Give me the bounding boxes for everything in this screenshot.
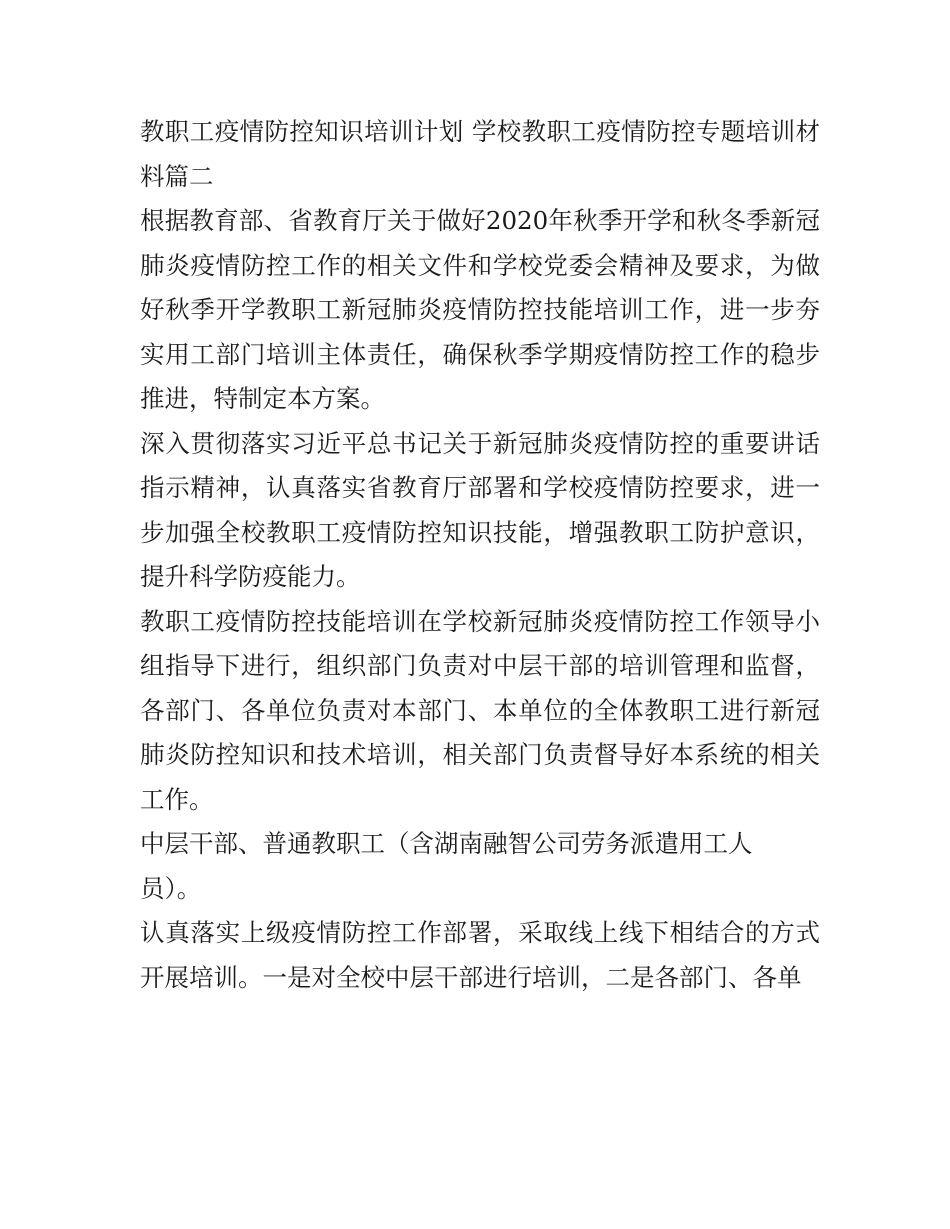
paragraph-guiding-idea: 深入贯彻落实习近平总书记关于新冠肺炎疫情防控的重要讲话指示精神，认真落实省教育厅部署和学校疫情防控要求，进一步加强全校教职工疫情防控知识技能，增强教职工防护意识，提升科学防疫能力。 bbox=[140, 428, 820, 591]
document-title: 教职工疫情防控知识培训计划 学校教职工疫情防控专题培训材料篇二 bbox=[140, 117, 820, 191]
paragraph-participants: 中层干部、普通教职工（含湖南融智公司劳务派遣用工人员）。 bbox=[140, 829, 753, 903]
document-body bbox=[140, 110, 820, 1000]
paragraph-method: 认真落实上级疫情防控工作部署，采取线上线下相结合的方式开展培训。一是对全校中层干部进行培训，二是各部门、各单 bbox=[140, 918, 820, 992]
paragraph-organization: 教职工疫情防控技能培训在学校新冠肺炎疫情防控工作领导小组指导下进行，组织部门负责对中层干部的培训管理和监督，各部门、各单位负责对本部门、本单位的全体教职工进行新冠肺炎防控知识和技术培训，相关部门负责督导好本系统的相关工作。 bbox=[140, 606, 820, 814]
paragraph-background: 根据教育部、省教育厅关于做好2020年秋季开学和秋冬季新冠肺炎疫情防控工作的相关文件和学校党委会精神及要求，为做好秋季开学教职工新冠肺炎疫情防控技能培训工作，进一步夯实用工部门培训主体责任，确保秋季学期疫情防控工作的稳步推进，特制定本方案。 bbox=[140, 206, 820, 413]
